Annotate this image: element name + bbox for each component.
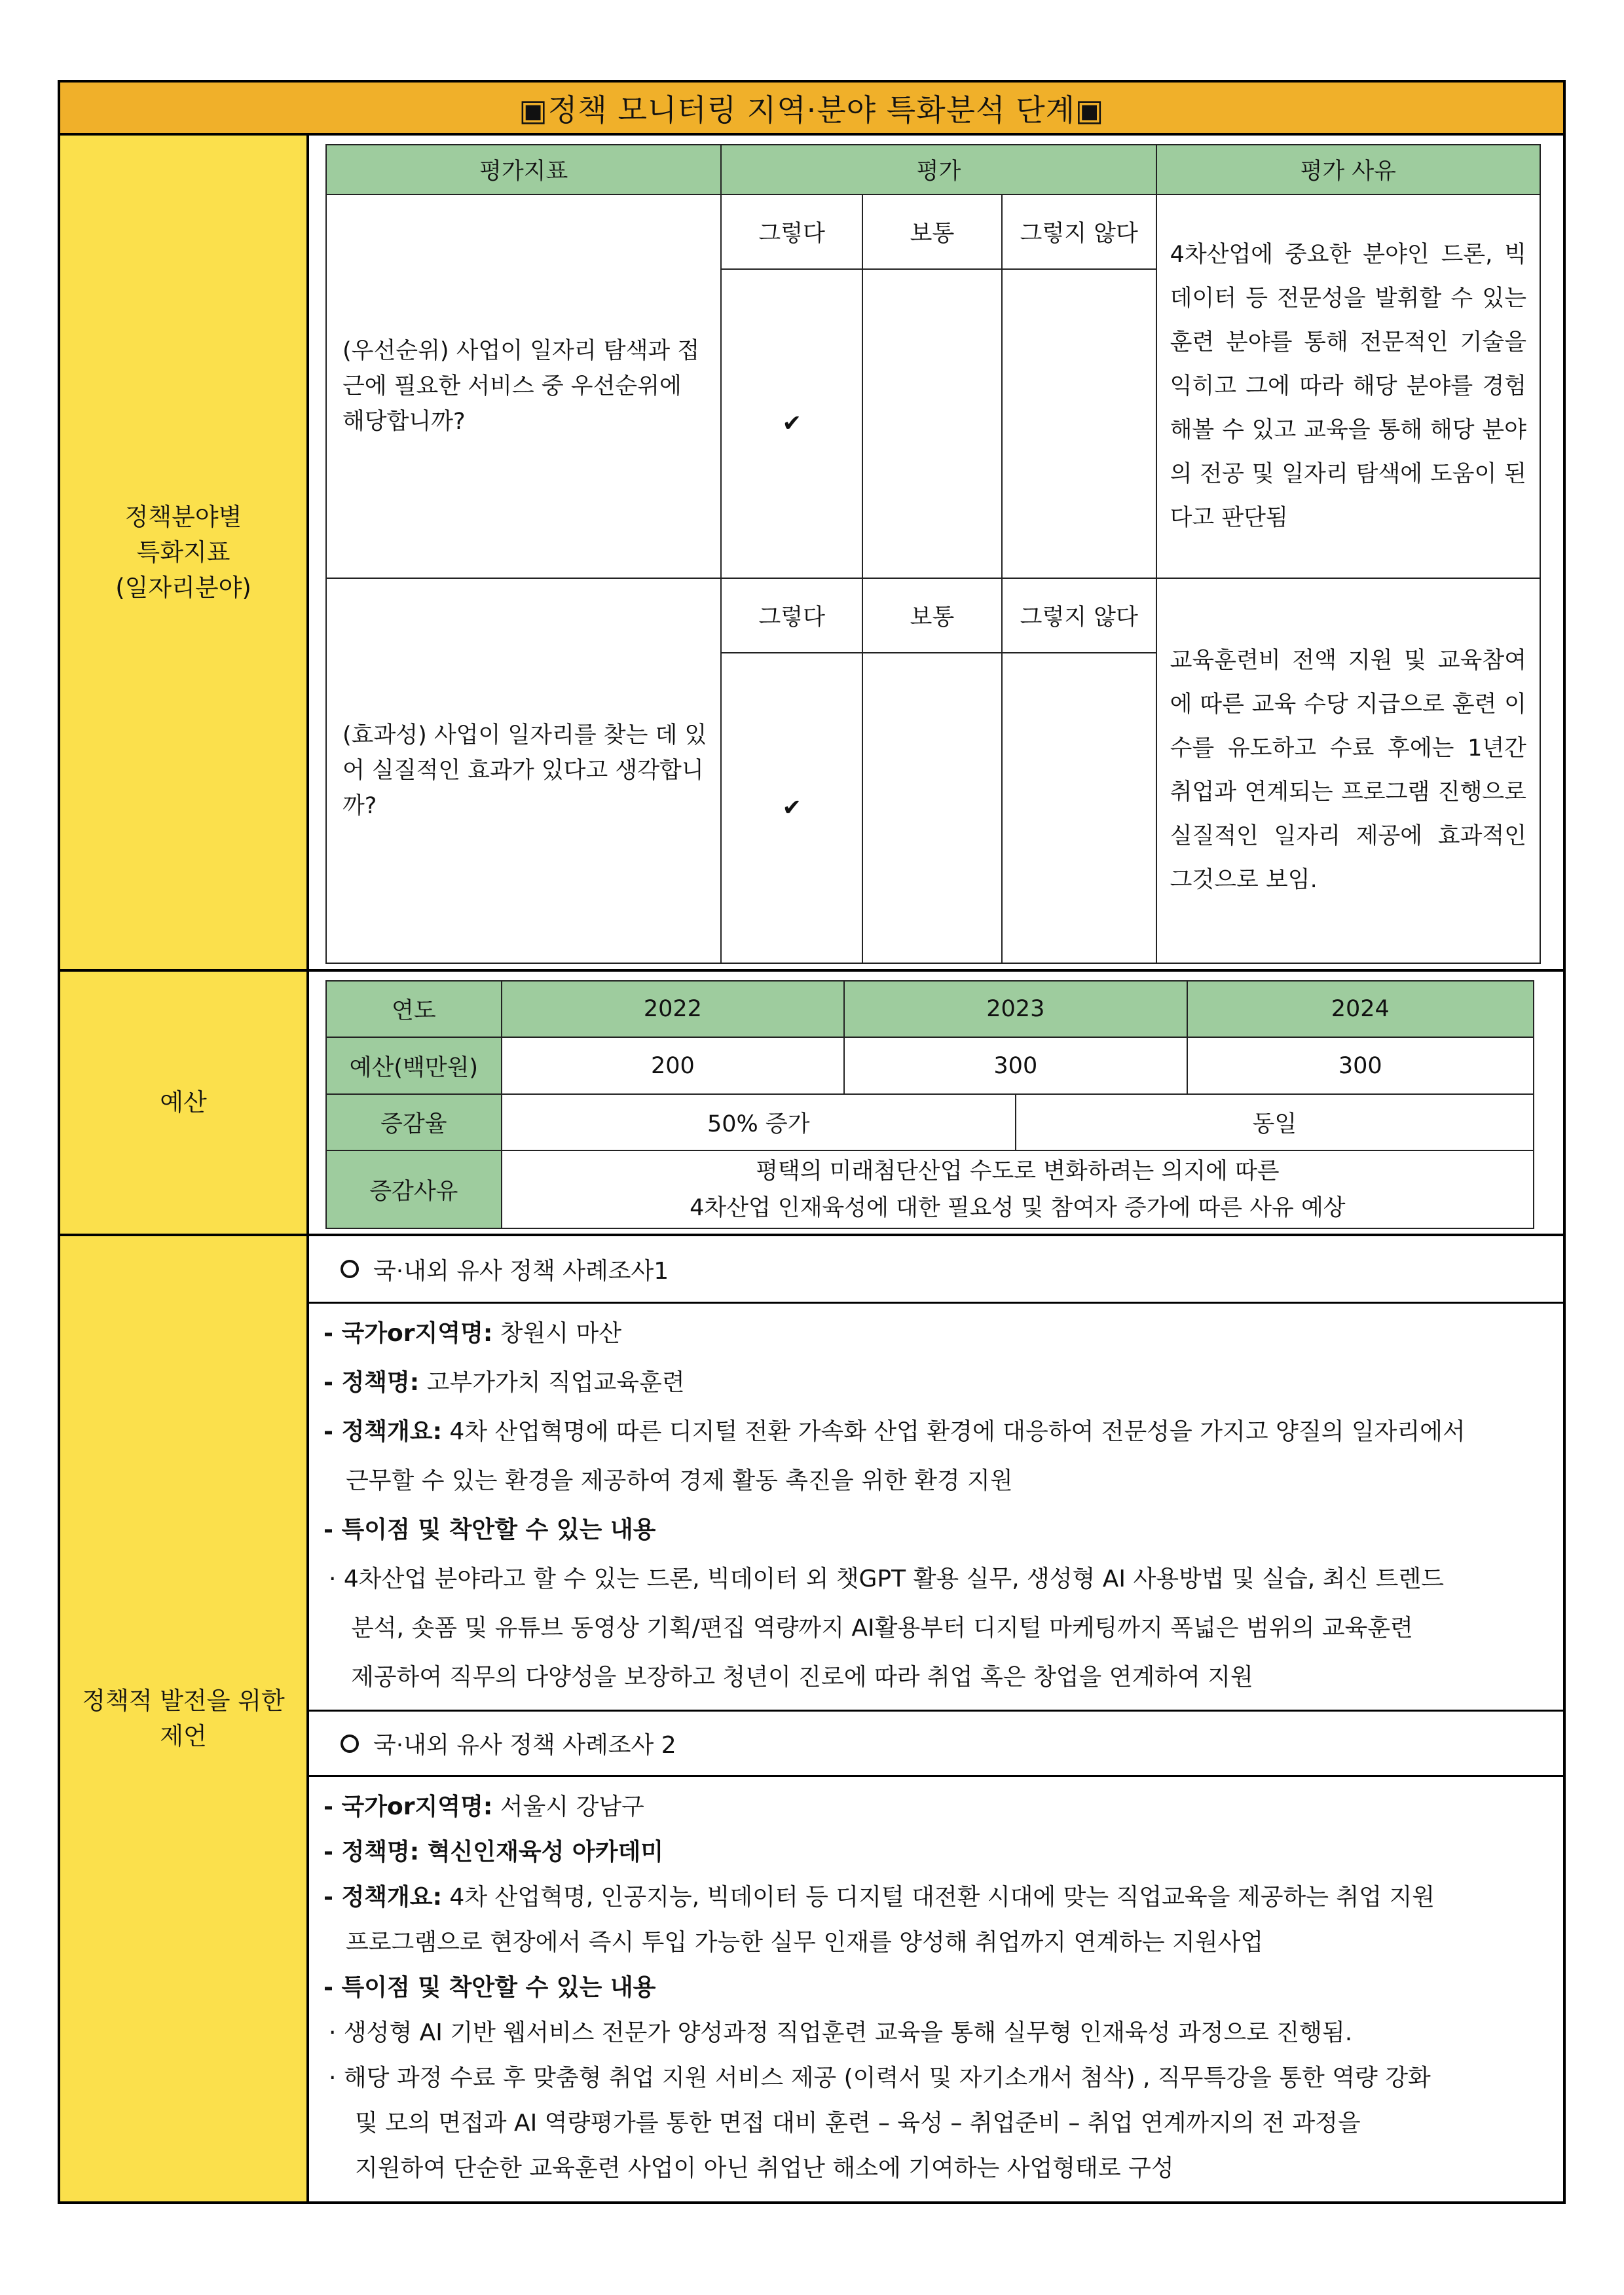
proposal-section-label: 정책적 발전을 위한 제언 xyxy=(60,1236,309,2201)
budget-cell: 200 xyxy=(502,1037,844,1093)
checkmark-icon: ✔ xyxy=(721,269,862,578)
rating-cell-neutral xyxy=(862,653,1002,963)
case-region: - 국가or지역명: 창원시 마산 xyxy=(323,1320,622,1347)
budget-section xyxy=(60,972,1563,1236)
case-heading-text: 국·내외 유사 정책 사례조사 2 xyxy=(373,1732,676,1759)
budget-cell: 300 xyxy=(1187,1037,1534,1093)
reason-row xyxy=(326,1150,1534,1228)
rating-option-neutral: 보통 xyxy=(862,194,1002,269)
rate-row xyxy=(326,1094,1534,1150)
rating-option-yes: 그렇다 xyxy=(721,578,862,653)
proposal-content xyxy=(309,1236,1563,2201)
rate-cell: 50% 증가 xyxy=(502,1094,1016,1150)
budget-label: 예산(백만원) xyxy=(326,1037,502,1093)
case-feature-line: 및 모의 면접과 AI 역량평가를 통한 면접 대비 훈련 – 육성 – 취업준비 – 취업 연계까지의 전 과정을 xyxy=(355,2110,1361,2137)
year-cell: 2022 xyxy=(502,981,844,1037)
rating-option-yes: 그렇다 xyxy=(721,194,862,269)
indicator-section-label: 정책분야별 특화지표 (일자리분야) xyxy=(60,136,309,969)
case-feature-line: 지원하여 단순한 교육훈련 사업이 아닌 취업난 해소에 기여하는 사업형태로 구성 xyxy=(355,2155,1174,2182)
case-overview-cont: 프로그램으로 현장에서 즉시 투입 가능한 실무 인재를 양성해 취업까지 연계하는 지원사업 xyxy=(346,1929,1264,1956)
case-region: - 국가or지역명: 서울시 강남구 xyxy=(323,1793,644,1820)
case-feature-line: 분석, 숏폼 및 유튜브 동영상 기획/편집 역량까지 AI활용부터 디지털 마케팅까지 폭넓은 범위의 교육훈련 xyxy=(351,1615,1413,1642)
circle-bullet-icon xyxy=(341,1735,359,1753)
indicator-header-row xyxy=(326,145,1540,194)
rating-cell-no xyxy=(1002,653,1156,963)
rating-option-no: 그렇지 않다 xyxy=(1002,578,1156,653)
case-body xyxy=(309,1304,1563,1712)
budget-reason-cell xyxy=(502,1150,1534,1228)
rate-label: 증감율 xyxy=(326,1094,502,1150)
page-title: ▣정책 모니터링 지역·분야 특화분석 단계▣ xyxy=(60,83,1563,136)
checkmark-icon: ✔ xyxy=(721,653,862,963)
indicator-reason: 4차산업에 중요한 분야인 드론, 빅데이터 등 전문성을 발휘할 수 있는 훈련 분야를 통해 전문적인 기술을 익히고 그에 따라 해당 분야를 경험해볼 수 있고 교육을 통해 해당 분야의 전공 및 일자리 탐색에 도움이 된다고 판단됨 xyxy=(1156,194,1540,578)
indicator-question: (효과성) 사업이 일자리를 찾는 데 있어 실질적인 효과가 있다고 생각합니까? xyxy=(326,578,721,963)
rate-cell: 동일 xyxy=(1016,1094,1534,1150)
case-overview: - 정책개요: 4차 산업혁명, 인공지능, 빅데이터 등 디지털 대전환 시대에 맞는 직업교육을 제공하는 취업 지원 xyxy=(323,1884,1435,1911)
rating-cell-no xyxy=(1002,269,1156,578)
indicator-content xyxy=(309,136,1563,969)
indicator-row xyxy=(326,194,1540,269)
indicator-row xyxy=(326,578,1540,653)
header-indicator: 평가지표 xyxy=(326,145,721,194)
year-cell: 2023 xyxy=(844,981,1187,1037)
case-feature-heading: - 특이점 및 착안할 수 있는 내용 xyxy=(323,1974,656,2001)
indicator-question: (우선순위) 사업이 일자리 탐색과 접근에 필요한 서비스 중 우선순위에 해당합니까? xyxy=(326,194,721,578)
header-reason: 평가 사유 xyxy=(1156,145,1540,194)
rating-cell-neutral xyxy=(862,269,1002,578)
circle-bullet-icon xyxy=(341,1260,359,1278)
rating-option-neutral: 보통 xyxy=(862,578,1002,653)
case-heading xyxy=(309,1712,1563,1777)
budget-content xyxy=(309,972,1563,1234)
header-evaluation: 평가 xyxy=(721,145,1156,194)
case-heading-text: 국·내외 유사 정책 사례조사1 xyxy=(373,1257,669,1285)
budget-row xyxy=(326,1037,1534,1093)
budget-reason-line: 평택의 미래첨단산업 수도로 변화하려는 의지에 따른 xyxy=(756,1158,1280,1184)
case-heading xyxy=(309,1236,1563,1304)
proposal-section xyxy=(60,1236,1563,2201)
case-feature-line: · 해당 과정 수료 후 맞춤형 취업 지원 서비스 제공 (이력서 및 자기소개서 첨삭) , 직무특강을 통한 역량 강화 xyxy=(329,2065,1431,2091)
case-feature-line: · 생성형 AI 기반 웹서비스 전문가 양성과정 직업훈련 교육을 통해 실무형 인재육성 과정으로 진행됨. xyxy=(329,2019,1353,2046)
case-feature-line: 제공하여 직무의 다양성을 보장하고 청년이 진로에 따라 취업 혹은 창업을 연계하여 지원 xyxy=(351,1664,1253,1691)
document-frame xyxy=(58,80,1566,2204)
case-overview-cont: 근무할 수 있는 환경을 제공하여 경제 활동 촉진을 위한 환경 지원 xyxy=(346,1467,1013,1494)
case-feature-line: · 4차산업 분야라고 할 수 있는 드론, 빅데이터 외 챗GPT 활용 실무, 생성형 AI 사용방법 및 실습, 최신 트렌드 xyxy=(329,1566,1444,1592)
year-row xyxy=(326,981,1534,1037)
year-label: 연도 xyxy=(326,981,502,1037)
budget-reason-line: 4차산업 인재육성에 대한 필요성 및 참여자 증가에 따른 사유 예상 xyxy=(690,1194,1346,1221)
case-overview: - 정책개요: 4차 산업혁명에 따른 디지털 전환 가속화 산업 환경에 대응하여 전문성을 가지고 양질의 일자리에서 xyxy=(323,1418,1466,1445)
indicator-section xyxy=(60,136,1563,972)
case-body xyxy=(309,1777,1563,2201)
case-feature-heading: - 특이점 및 착안할 수 있는 내용 xyxy=(323,1516,656,1543)
case-policy: - 정책명: 고부가가치 직업교육훈련 xyxy=(323,1369,685,1396)
budget-table xyxy=(325,980,1534,1229)
reason-label: 증감사유 xyxy=(326,1150,502,1228)
indicator-reason: 교육훈련비 전액 지원 및 교육참여에 따른 교육 수당 지급으로 훈련 이수를 유도하고 수료 후에는 1년간 취업과 연계되는 프로그램 진행으로 실질적인 일자리 제공에 효과적인 그것으로 보임. xyxy=(1156,578,1540,963)
indicator-table xyxy=(325,144,1541,964)
rating-option-no: 그렇지 않다 xyxy=(1002,194,1156,269)
case-policy: - 정책명: 혁신인재육성 아카데미 xyxy=(323,1839,664,1865)
year-cell: 2024 xyxy=(1187,981,1534,1037)
budget-cell: 300 xyxy=(844,1037,1187,1093)
budget-section-label: 예산 xyxy=(60,972,309,1234)
